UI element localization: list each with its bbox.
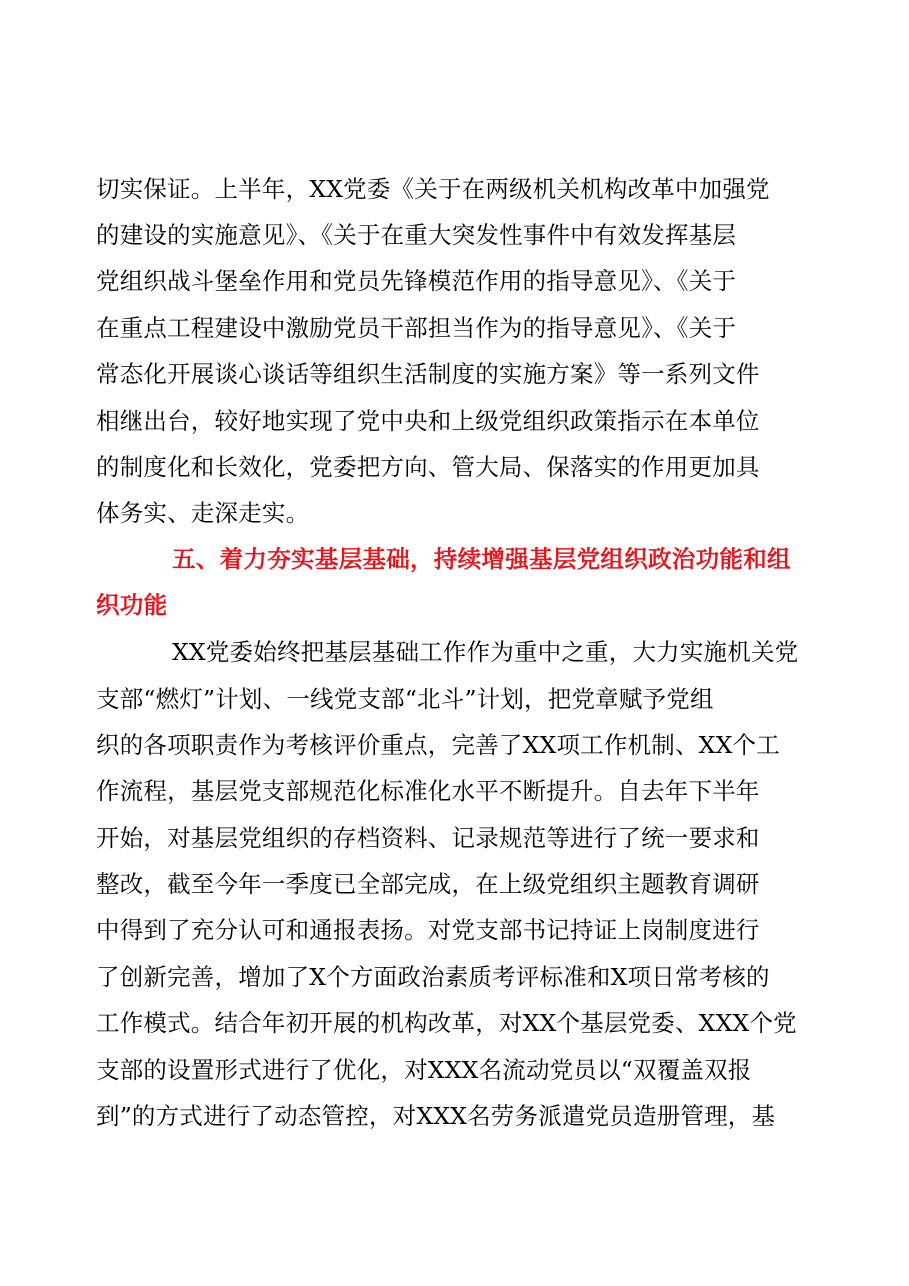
paragraph-line: 相继出台，较好地实现了党中央和上级党组织政策指示在本单位 bbox=[96, 407, 760, 435]
paragraph-line: 到”的方式进行了动态管控，对XXX名劳务派遣党员造册管理，基 bbox=[96, 1102, 776, 1130]
paragraph-line: 支部的设置形式进行了优化，对XXX名流动党员以“双覆盖双报 bbox=[96, 1056, 752, 1084]
paragraph-line: 体务实、走深走实。 bbox=[96, 499, 310, 527]
paragraph-line: 织的各项职责作为考核评价重点，完善了XX项工作机制、XX个工 bbox=[96, 731, 780, 759]
paragraph-line: 的建设的实施意见》、《关于在重大突发性事件中有效发挥基层 bbox=[96, 221, 737, 249]
paragraph-line: XX党委始终把基层基础工作作为重中之重，大力实施机关党 bbox=[172, 638, 799, 666]
paragraph-line: 作流程，基层党支部规范化标准化水平不断提升。自去年下半年 bbox=[96, 777, 760, 805]
paragraph-line: 开始，对基层党组织的存档资料、记录规范等进行了统一要求和 bbox=[96, 824, 760, 852]
paragraph-line: 支部“燃灯”计划、一线党支部“北斗”计划，把党章赋予党组 bbox=[96, 685, 714, 713]
paragraph-line: 工作模式。结合年初开展的机构改革，对XX个基层党委、XXX个党 bbox=[96, 1009, 797, 1037]
paragraph-line: 的制度化和长效化，党委把方向、管大局、保落实的作用更加具 bbox=[96, 453, 760, 481]
paragraph-line: 常态化开展谈心谈话等组织生活制度的实施方案》等一系列文件 bbox=[96, 360, 760, 388]
paragraph-line: 中得到了充分认可和通报表扬。对党支部书记持证上岗制度进行 bbox=[96, 916, 760, 944]
paragraph-line: 切实保证。上半年，XX党委《关于在两级机关机构改革中加强党 bbox=[96, 175, 770, 203]
paragraph-line: 整改，截至今年一季度已全部完成，在上级党组织主题教育调研 bbox=[96, 870, 760, 898]
paragraph-line: 党组织战斗堡垒作用和党员先锋模范作用的指导意见》、《关于 bbox=[96, 267, 737, 295]
section-heading: 五、着力夯实基层基础，持续增强基层党组织政治功能和组 bbox=[172, 545, 791, 573]
section-heading: 织功能 bbox=[96, 591, 168, 619]
paragraph-line: 了创新完善，增加了X个方面政治素质考评标准和X项日常考核的 bbox=[96, 963, 770, 991]
paragraph-line: 在重点工程建设中激励党员干部担当作为的指导意见》、《关于 bbox=[96, 314, 737, 342]
